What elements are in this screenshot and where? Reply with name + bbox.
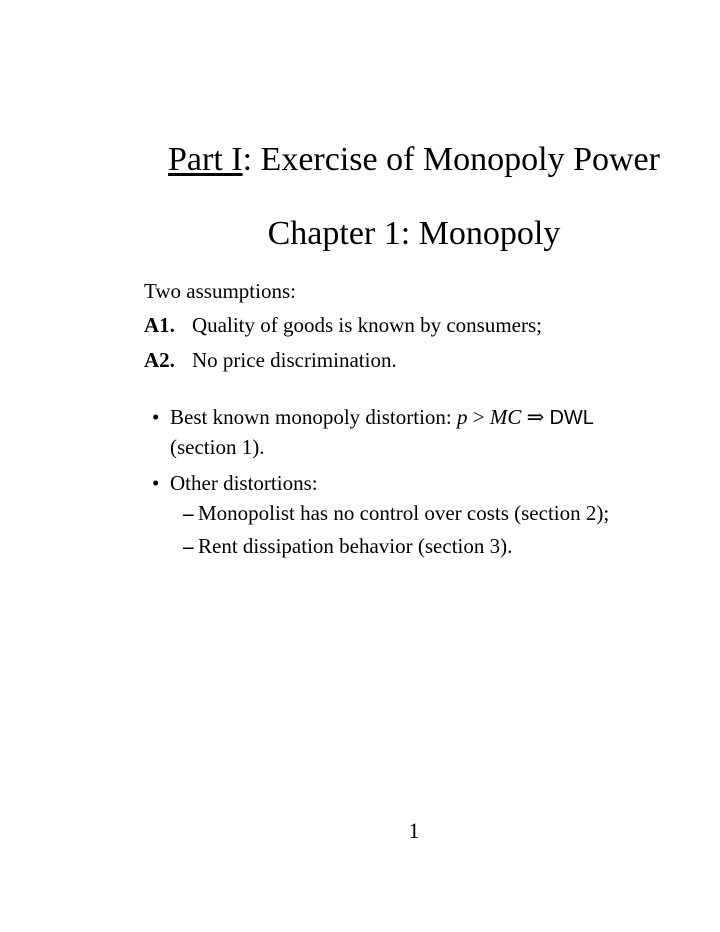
bullet-continuation: (section 1). (170, 435, 265, 459)
bullet-icon: • (152, 405, 160, 429)
assumption-label: A1. (144, 313, 175, 337)
assumption-a1 (144, 312, 542, 338)
bullet-text: Best known monopoly distortion: (170, 405, 458, 429)
sub-item-rent (183, 533, 512, 559)
sub-item-text: Rent dissipation behavior (section 3). (198, 534, 513, 558)
bullet-distortion (152, 404, 594, 431)
part-title (0, 140, 720, 180)
bullet-icon: • (152, 471, 160, 495)
sub-item-text: Monopolist has no control over costs (section 2); (198, 501, 610, 525)
page-number: 1 (408, 818, 420, 843)
assumption-text: No price discrimination. (192, 348, 397, 372)
assumption-a2 (144, 347, 397, 373)
sub-item-costs (183, 500, 609, 526)
dash-icon: – (183, 534, 194, 558)
part-title-text: : Exercise of Monopoly Power (242, 141, 660, 178)
bullet-text: Other distortions: (170, 471, 318, 495)
math-gt: > (467, 405, 490, 429)
bullet-other-distortions (152, 470, 318, 496)
assumptions-intro: Two assumptions: (144, 279, 296, 303)
math-p: p (457, 405, 468, 429)
assumption-label: A2. (144, 348, 175, 372)
part-label: Part I (168, 141, 243, 178)
implies-icon: ⇒ (521, 405, 550, 429)
assumption-text: Quality of goods is known by consumers; (192, 313, 542, 337)
dwl-text: DWL (549, 407, 594, 429)
dash-icon: – (183, 501, 194, 525)
chapter-title: Chapter 1: Monopoly (267, 215, 561, 252)
math-mc: MC (489, 405, 522, 429)
